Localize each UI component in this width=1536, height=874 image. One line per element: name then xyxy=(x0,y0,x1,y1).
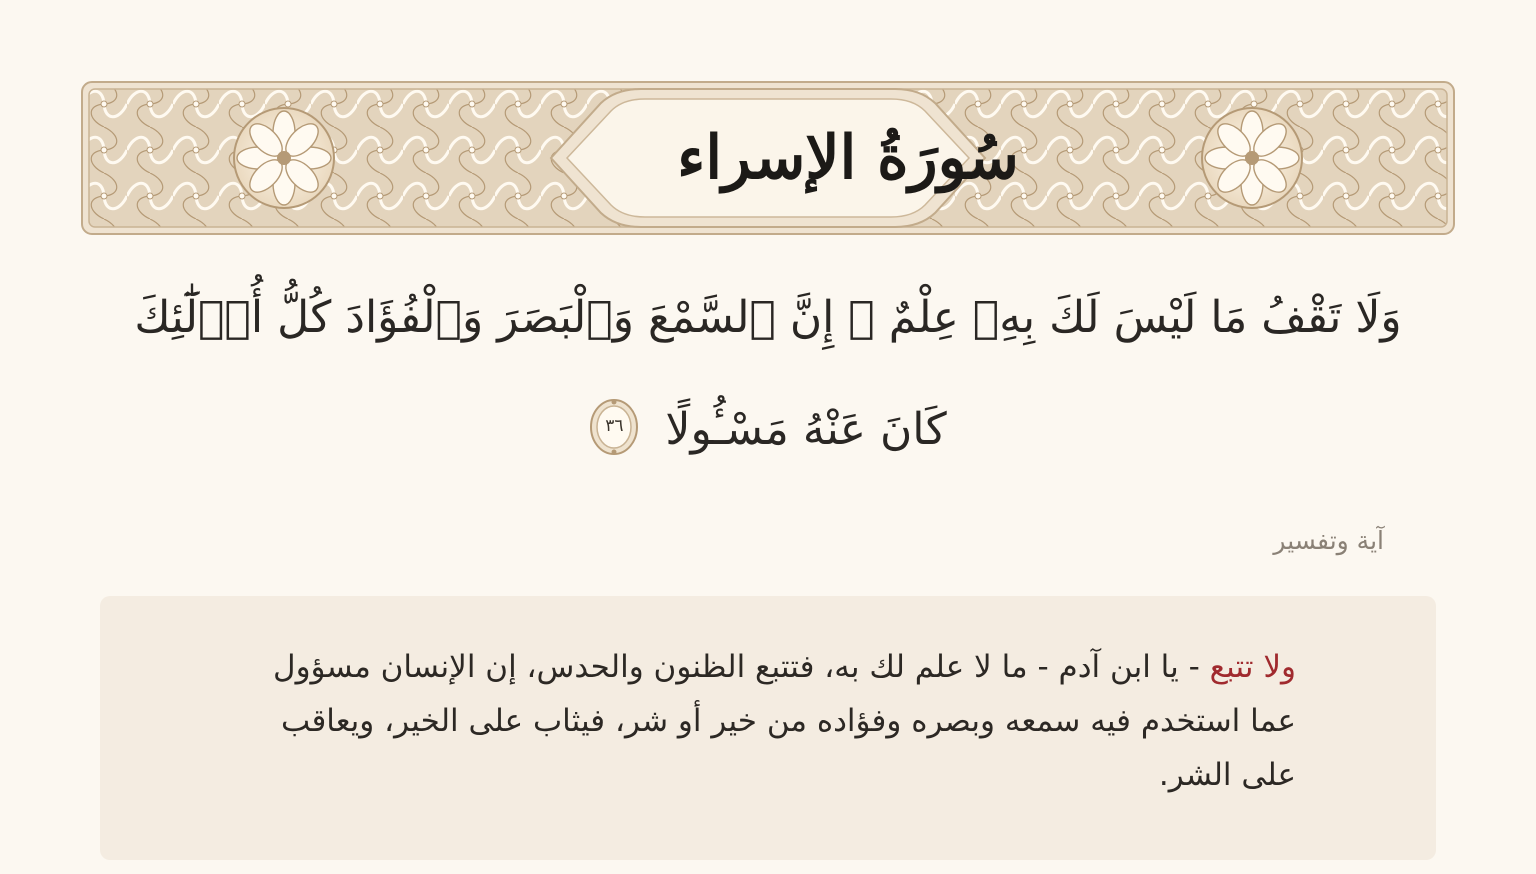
surah-title: سُورَةُ الإسراء xyxy=(677,123,1019,193)
ayah-text-block xyxy=(96,262,1440,486)
section-label: آية وتفسير xyxy=(1273,526,1384,555)
tafsir-card xyxy=(100,596,1436,860)
right-rosette-ornament xyxy=(1202,108,1302,208)
tafsir-highlight: ولا تتبع xyxy=(1209,649,1296,685)
ayah-text: وَلَا تَقْفُ مَا لَيْسَ لَكَ بِهِۦ عِلْمٌ ۚ إِنَّ ٱلسَّمْعَ وَٱلْبَصَرَ وَٱلْفُؤَادَ كُلُّ أُو۟لَٰٓئِكَ كَانَ عَنْهُ مَسْـُٔولًا xyxy=(134,292,1402,455)
surah-header-banner xyxy=(81,81,1455,235)
ayah-number-marker xyxy=(589,398,639,456)
tafsir-text xyxy=(234,640,1296,802)
tafsir-body: - يا ابن آدم - ما لا علم لك به، فتتبع الظنون والحدس، إن الإنسان مسؤول عما استخدم فيه سمعه وبصره وفؤاده من خير أو شر، فيثاب على الخير، ويعاقب على الشر. xyxy=(273,649,1296,793)
ayah-number: ٣٦ xyxy=(605,416,624,436)
left-rosette-ornament xyxy=(234,108,334,208)
